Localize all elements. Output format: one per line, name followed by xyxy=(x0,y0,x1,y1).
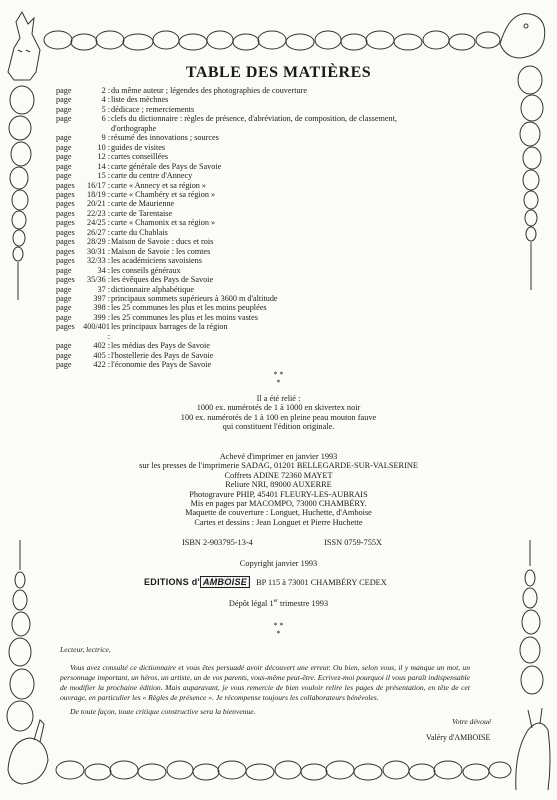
toc-page-number: 9 : xyxy=(101,133,110,143)
toc-page-label: page xyxy=(56,142,72,152)
toc-page-number: 12 : xyxy=(97,152,110,162)
toc-page-label: page xyxy=(56,360,72,370)
toc-row xyxy=(56,228,476,237)
table-of-contents xyxy=(56,86,476,370)
toc-entry-text: les conseils généraux xyxy=(111,265,181,275)
toc-row xyxy=(56,95,476,104)
toc-row xyxy=(56,190,476,199)
toc-row xyxy=(56,266,476,275)
toc-row xyxy=(56,171,476,180)
toc-entry-text: carte générale des Pays de Savoie xyxy=(111,161,222,171)
toc-entry-text: du même auteur ; légendes des photographies de couverture xyxy=(111,86,307,95)
toc-entry-text: clefs du dictionnaire : règles de présence, d'abréviation, de composition, de classement, xyxy=(111,114,397,124)
toc-page-number: 422 : xyxy=(93,360,110,370)
toc-page-label: pages xyxy=(56,246,75,256)
toc-entry-text: les 25 communes les plus et les moins vastes xyxy=(111,312,258,322)
toc-entry-text: résumé des innovations ; sources xyxy=(111,133,219,143)
toc-entry-text: Maison de Savoie : ducs et rois xyxy=(111,237,214,247)
stones-left-border-icon xyxy=(9,86,34,300)
printing-line: Cartes et dessins : Jean Longuet et Pierre Huchette xyxy=(194,517,363,527)
toc-row xyxy=(56,247,476,256)
toc-row xyxy=(56,275,476,284)
toc-page-label: page xyxy=(56,161,72,171)
toc-row xyxy=(56,285,476,294)
page-title: TABLE DES MATIÈRES xyxy=(185,64,372,81)
toc-page-number: 20/21 : xyxy=(87,199,110,209)
stones-top-border-icon xyxy=(44,31,500,50)
toc-row xyxy=(56,322,476,341)
toc-page-number: 15 : xyxy=(97,171,110,181)
publisher-prefix: EDITIONS d' xyxy=(144,577,200,587)
toc-page-number: 18/19 : xyxy=(87,189,110,199)
toc-row xyxy=(56,105,476,114)
toc-entry-text: dictionnaire alphabétique xyxy=(111,284,194,294)
toc-page-label: page xyxy=(56,312,72,322)
toc-entry-text: les 25 communes les plus et les moins peuplées xyxy=(111,303,267,313)
toc-row xyxy=(56,360,476,369)
toc-page-label xyxy=(56,124,79,133)
stones-bottom-border-icon xyxy=(56,761,511,780)
toc-page-number: 30/31 : xyxy=(87,246,110,256)
separator-stars-2 xyxy=(0,622,557,638)
toc-page-number: 10 : xyxy=(97,142,110,152)
toc-page-number: 16/17 : xyxy=(87,180,110,190)
toc-entry-text: carte « Chambéry et sa région » xyxy=(111,189,216,199)
toc-page-number: 28/29 : xyxy=(87,237,110,247)
toc-row xyxy=(56,181,476,190)
toc-page-label: pages xyxy=(56,208,75,218)
edition-line: qui constituent l'édition originale. xyxy=(222,422,335,432)
toc-page-label: pages xyxy=(56,237,75,247)
toc-entry-text: guides de visites xyxy=(111,142,166,152)
printing-line: Coffrets ADINE 72360 MAYET xyxy=(224,470,333,480)
toc-page-label: pages xyxy=(56,322,75,332)
toc-entry-text: d'orthographe xyxy=(111,123,157,133)
publisher-name: AMBOISE xyxy=(200,576,250,588)
publisher-address: BP 115 à 73001 CHAMBÉRY CEDEX xyxy=(256,577,387,587)
toc-row xyxy=(56,114,476,123)
toc-page-number: 34 : xyxy=(97,265,110,275)
separator-stars xyxy=(0,371,557,387)
toc-page-number: 26/27 : xyxy=(87,227,110,237)
toc-entry-text: carte de Tarentaise xyxy=(111,208,173,218)
toc-entry-text: les académiciens savoisiens xyxy=(111,256,202,266)
signature-name: Valéry d'AMBOISE xyxy=(426,733,491,742)
toc-page-label: page xyxy=(56,293,72,303)
publisher-logo xyxy=(144,576,250,588)
toc-row xyxy=(56,351,476,360)
toc-page-number: 32/33 : xyxy=(87,256,110,266)
toc-page-number: 24/25 : xyxy=(87,218,110,228)
toc-entry-text: carte du centre d'Annecy xyxy=(111,171,193,181)
edition-info xyxy=(0,394,557,432)
toc-page-number: 2 : xyxy=(101,86,110,95)
stars-line: * * xyxy=(273,370,284,379)
toc-entry-text: cartes conseillées xyxy=(111,152,169,162)
toc-entry-text: carte « Annecy et sa région » xyxy=(111,180,207,190)
toc-row xyxy=(56,303,476,312)
printing-info xyxy=(0,452,557,527)
toc-page-label: page xyxy=(56,133,72,143)
toc-entry-text: principaux sommets supérieurs à 3600 m d'altitude xyxy=(111,293,278,303)
toc-page-label: pages xyxy=(56,227,75,237)
printing-line: Maquette de couverture : Longuet, Huchette, d'Amboise xyxy=(185,508,372,518)
toc-row xyxy=(56,133,476,142)
note-closing: De toute façon, toute critique constructive sera la bienvenue. xyxy=(70,707,256,716)
toc-entry-text: l'économie des Pays de Savoie xyxy=(111,360,212,370)
toc-page-label: pages xyxy=(56,275,75,285)
toc-page-label: pages xyxy=(56,218,75,228)
toc-page-label: page xyxy=(56,341,72,351)
toc-page-number: 37 : xyxy=(97,284,110,294)
toc-row xyxy=(56,256,476,265)
stars-line: * * xyxy=(273,621,284,630)
toc-row xyxy=(56,199,476,208)
toc-row xyxy=(56,143,476,152)
legal-deposit: Dépôt légal 1er trimestre 1993 xyxy=(228,598,329,608)
toc-page-number: 14 : xyxy=(97,161,110,171)
toc-row xyxy=(56,294,476,303)
toc-page-label: page xyxy=(56,114,72,124)
copyright: Copyright janvier 1993 xyxy=(239,559,318,568)
printing-line: Mis en pages par MACOMPO, 73000 CHAMBÉRY. xyxy=(190,499,367,509)
toc-page-number: 4 : xyxy=(101,95,110,105)
toc-entry-text: liste des mèchnes xyxy=(111,95,169,105)
toc-page-label: page xyxy=(56,95,72,105)
printing-line: Photogravure PHIP, 45401 FLEURY-LES-AUBRAIS xyxy=(189,489,368,499)
toc-row xyxy=(56,313,476,322)
toc-entry-text: les évêques des Pays de Savoie xyxy=(111,275,214,285)
issn: ISSN 0759-755X xyxy=(324,538,382,547)
toc-entry-text: carte de Maurienne xyxy=(111,199,175,209)
toc-entry-text: dédicace ; remerciements xyxy=(111,104,195,114)
toc-page-label: pages xyxy=(56,199,75,209)
toc-page-number: 35/36 : xyxy=(87,275,110,285)
toc-row xyxy=(56,86,476,95)
signature-closing: Votre dévoué xyxy=(452,717,492,726)
toc-row xyxy=(56,124,476,133)
toc-page-number xyxy=(79,124,111,133)
isbn: ISBN 2-903795-13-4 xyxy=(182,538,253,547)
toc-entry-text: carte du Chablais xyxy=(111,227,168,237)
toc-page-label: page xyxy=(56,104,72,114)
isbn-issn-line xyxy=(182,538,382,547)
edition-line: 1000 ex. numérotés de 1 à 1000 en skivertex noir xyxy=(196,403,361,413)
toc-page-label: page xyxy=(56,350,72,360)
toc-page-label: pages xyxy=(56,189,75,199)
printing-line: Reliure NRI, 89000 AUXERRE xyxy=(225,480,332,490)
reader-note xyxy=(60,645,470,717)
note-body: Vous avez consulté ce dictionnaire et vous êtes persuadé avoir découvert une erreur. Ou bien, selon vous, il y manque un mot, un personnage important, un héros, un artiste, un de vos parents, vous-même peut-être. Ecrivez-moi pourquoi il vous paraît indispensable de modifier la prochaine édition. Mais auparavant, je vous remercie de bien vouloir relire les pages de présentation, en tête de cet ouvrage, en particulier les « Règles de présence ». Je récompense toujours les collaborateurs bénévoles. xyxy=(60,663,470,702)
toc-page-number: 398 : xyxy=(93,303,110,313)
toc-row xyxy=(56,162,476,171)
toc-page-number: 397 : xyxy=(93,293,110,303)
toc-page-number: 400/401 : xyxy=(83,322,110,341)
toc-page-number: 405 : xyxy=(93,350,110,360)
printing-line: sur les presses de l'imprimerie SADAG, 01201 BELLEGARDE-SUR-VALSERINE xyxy=(139,461,418,471)
toc-page-number: 399 : xyxy=(93,312,110,322)
publisher-line xyxy=(144,576,444,588)
toc-page-label: page xyxy=(56,86,72,95)
note-greeting: Lecteur, lectrice, xyxy=(60,645,111,654)
toc-page-number: 22/23 : xyxy=(87,208,110,218)
toc-entry-text: les principaux barrages de la région xyxy=(111,322,228,332)
printing-line: Achevé d'imprimer en janvier 1993 xyxy=(219,452,338,461)
toc-page-label: pages xyxy=(56,180,75,190)
toc-entry-text: les médias des Pays de Savoie xyxy=(111,341,210,351)
toc-entry-text: l'hostellerie des Pays de Savoie xyxy=(111,350,214,360)
edition-line: 100 ex. numérotés de 1 à 100 en pleine peau mouton fauve xyxy=(180,412,377,422)
toc-row xyxy=(56,237,476,246)
toc-row xyxy=(56,209,476,218)
marmot-drawing-icon xyxy=(500,14,545,58)
toc-page-label: page xyxy=(56,171,72,181)
toc-row xyxy=(56,152,476,161)
toc-page-label: page xyxy=(56,284,72,294)
toc-page-label: page xyxy=(56,265,72,275)
toc-page-label: pages xyxy=(56,256,75,266)
toc-page-number: 6 : xyxy=(101,114,110,124)
toc-page-label: page xyxy=(56,152,72,162)
stars-line: * xyxy=(276,378,281,387)
toc-entry-text: Maison de Savoie : les comtes xyxy=(111,246,211,256)
toc-page-label: page xyxy=(56,303,72,313)
edition-line: Il a été relié : xyxy=(256,394,301,403)
toc-row xyxy=(56,341,476,350)
toc-page-number: 5 : xyxy=(101,104,110,114)
toc-page-number: 402 : xyxy=(93,341,110,351)
toc-entry-text: carte « Chamonix et sa région » xyxy=(111,218,216,228)
stars-line: * xyxy=(276,629,281,638)
toc-row xyxy=(56,218,476,227)
chamois-drawing-icon xyxy=(516,708,550,790)
stones-right-border-icon xyxy=(518,66,543,290)
